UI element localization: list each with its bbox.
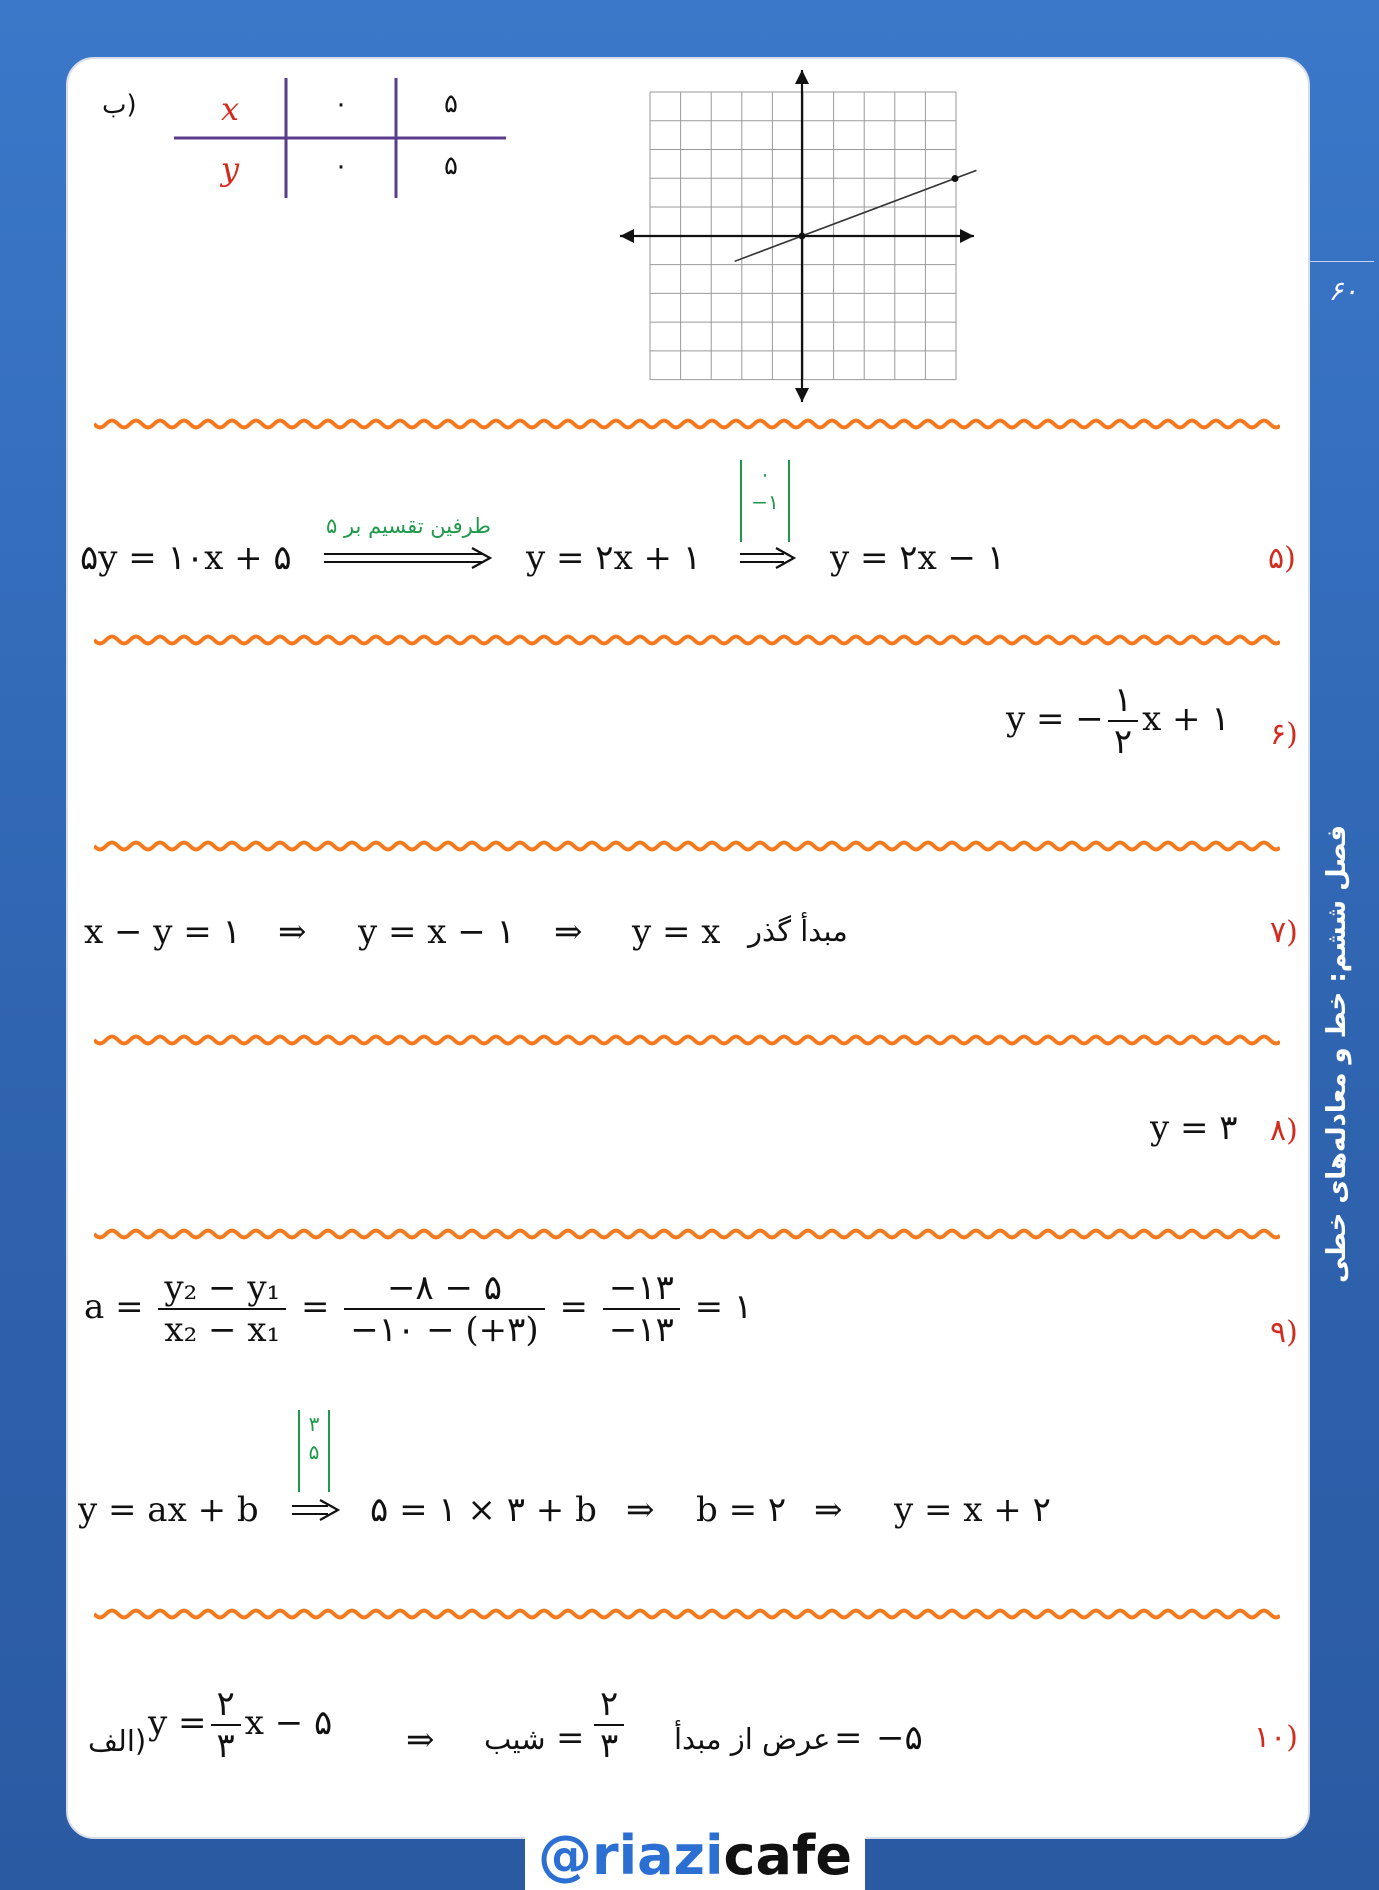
- q7-note: مبدأ گذر: [748, 914, 848, 948]
- q9-f3-num: −۱۳: [603, 1268, 680, 1310]
- x-axis-arrow-right: [960, 229, 974, 243]
- table-cell: ۰: [334, 89, 348, 119]
- side-divider: [1308, 261, 1374, 262]
- q9-arrow-a: ⇒: [626, 1490, 655, 1530]
- q6-equation: [1006, 680, 1230, 762]
- q7-arrow1: ⇒: [278, 912, 307, 952]
- q6-prefix: y = −: [1006, 699, 1104, 739]
- separator-wave: [94, 1224, 1280, 1244]
- x-axis-arrow-left: [620, 229, 634, 243]
- q9-slope-equation: [84, 1268, 752, 1350]
- q6-numerator: ۱: [1108, 680, 1138, 722]
- q10-fraction: [211, 1684, 241, 1766]
- q10-slope-fraction: [594, 1684, 624, 1766]
- separator-wave: [94, 1604, 1280, 1624]
- graph-line: [735, 170, 977, 261]
- q10-eq-prefix: y =: [148, 1703, 207, 1743]
- y-axis-arrow-bottom: [795, 388, 809, 402]
- q9-line2-lhs: y = ax + b: [78, 1490, 259, 1530]
- q5-arrow-note: طرفین تقسیم بر ۵: [326, 514, 491, 538]
- q5-bracket-bottom: −۱: [751, 490, 779, 514]
- q10-intercept-value: −۵: [876, 1718, 923, 1758]
- q9-bracket: [298, 1410, 330, 1492]
- q9-f1-den: x₂ − x₁: [164, 1310, 281, 1350]
- q5-mid: y = ۲x + ۱: [526, 538, 702, 578]
- q9-fraction-2: [344, 1268, 544, 1350]
- table-cell: ۵: [444, 89, 458, 119]
- table-y-label: y: [220, 150, 240, 188]
- q5-result: y = ۲x − ۱: [830, 538, 1006, 578]
- q7-eq2: y = x − ۱: [358, 912, 515, 952]
- q10-numerator: ۲: [211, 1684, 241, 1726]
- page-number: ۶۰: [1328, 276, 1358, 307]
- q9-bracket-top: ۳: [308, 1412, 320, 1436]
- logo-part-1: @riazi: [537, 1824, 724, 1887]
- coordinate-graph: [612, 66, 982, 406]
- q10-equation: [148, 1684, 332, 1766]
- q5-bracket: [740, 460, 790, 542]
- y-axis-arrow-top: [795, 70, 809, 84]
- q9-arrow-long: [290, 1498, 340, 1522]
- q7-eq3: y = x: [632, 912, 721, 952]
- q9-f1-num: y₂ − y₁: [158, 1268, 286, 1310]
- q9-eq-sign: =: [559, 1287, 589, 1327]
- part-b-label: ب): [102, 90, 137, 120]
- q9-result: = ۱: [694, 1287, 753, 1327]
- q10-slope-frac: [590, 1684, 628, 1766]
- q9-line2-a: ۵ = ۱ × ۳ + b: [370, 1490, 597, 1530]
- q9-line2-c: y = x + ۲: [894, 1490, 1051, 1530]
- chapter-title-text: فصل ششم: خط و معادله‌های خطی: [1322, 824, 1352, 1284]
- q5-arrow: [738, 546, 796, 570]
- q7-label: ۷): [1270, 915, 1298, 950]
- q6-label: ۶): [1270, 717, 1298, 752]
- q8-label: ۸): [1270, 1113, 1298, 1148]
- q9-line2-b: b = ۲: [696, 1490, 787, 1530]
- q10-denominator: ۳: [216, 1726, 235, 1766]
- table-cell: ۰: [334, 151, 348, 181]
- q9-label: ۹): [1270, 1315, 1298, 1350]
- q10-arrow: ⇒: [406, 1720, 435, 1760]
- q10-label: ۱۰): [1254, 1720, 1298, 1755]
- separator-wave: [94, 836, 1280, 856]
- q10-eq-suffix: x − ۵: [244, 1703, 333, 1743]
- q5-label: ۵): [1268, 541, 1296, 576]
- q10-intercept-word: عرض از مبدأ: [674, 1722, 831, 1756]
- q5-long-arrow: [322, 546, 494, 570]
- q9-a-eq: a =: [84, 1287, 144, 1327]
- q9-bracket-bottom: ۵: [308, 1440, 320, 1464]
- q10-eq-sign-1: =: [556, 1718, 585, 1758]
- graph-point: [799, 233, 806, 240]
- q9-f2-den: −۱۰ − (+۳): [350, 1310, 539, 1350]
- q9-f2-num: −۸ − ۵: [344, 1268, 544, 1310]
- separator-wave: [94, 414, 1280, 434]
- q9-fraction-1: [158, 1268, 286, 1350]
- q9-arrow-b: ⇒: [814, 1490, 843, 1530]
- q5-lhs: ۵y = ۱۰x + ۵: [80, 538, 292, 578]
- value-table: [170, 76, 510, 202]
- q10-slope-denominator: ۳: [600, 1726, 619, 1766]
- separator-wave: [94, 630, 1280, 650]
- q9-fraction-3: [603, 1268, 680, 1350]
- q10-slope-numerator: ۲: [594, 1684, 624, 1726]
- logo-part-2: cafe: [723, 1824, 853, 1887]
- separator-wave: [94, 1030, 1280, 1050]
- q6-suffix: x + ۱: [1142, 699, 1230, 739]
- q10-slope-word: شیب: [484, 1722, 546, 1756]
- q9-f3-den: −۱۳: [608, 1310, 674, 1350]
- q6-denominator: ۲: [1113, 722, 1133, 762]
- logo: [525, 1822, 865, 1890]
- q7-arrow2: ⇒: [554, 912, 583, 952]
- table-cell: ۵: [444, 151, 458, 181]
- q7-eq1: x − y = ۱: [84, 912, 241, 952]
- q8-eq: y = ۳: [1150, 1108, 1238, 1148]
- q9-eq-sign: =: [300, 1287, 330, 1327]
- q5-bracket-top: ۰: [759, 462, 771, 486]
- q6-fraction: [1108, 680, 1138, 762]
- graph-point: [952, 175, 959, 182]
- q10-sub-label: الف): [88, 1724, 147, 1758]
- q10-eq-sign-2: =: [834, 1718, 863, 1758]
- table-x-label: x: [220, 90, 240, 128]
